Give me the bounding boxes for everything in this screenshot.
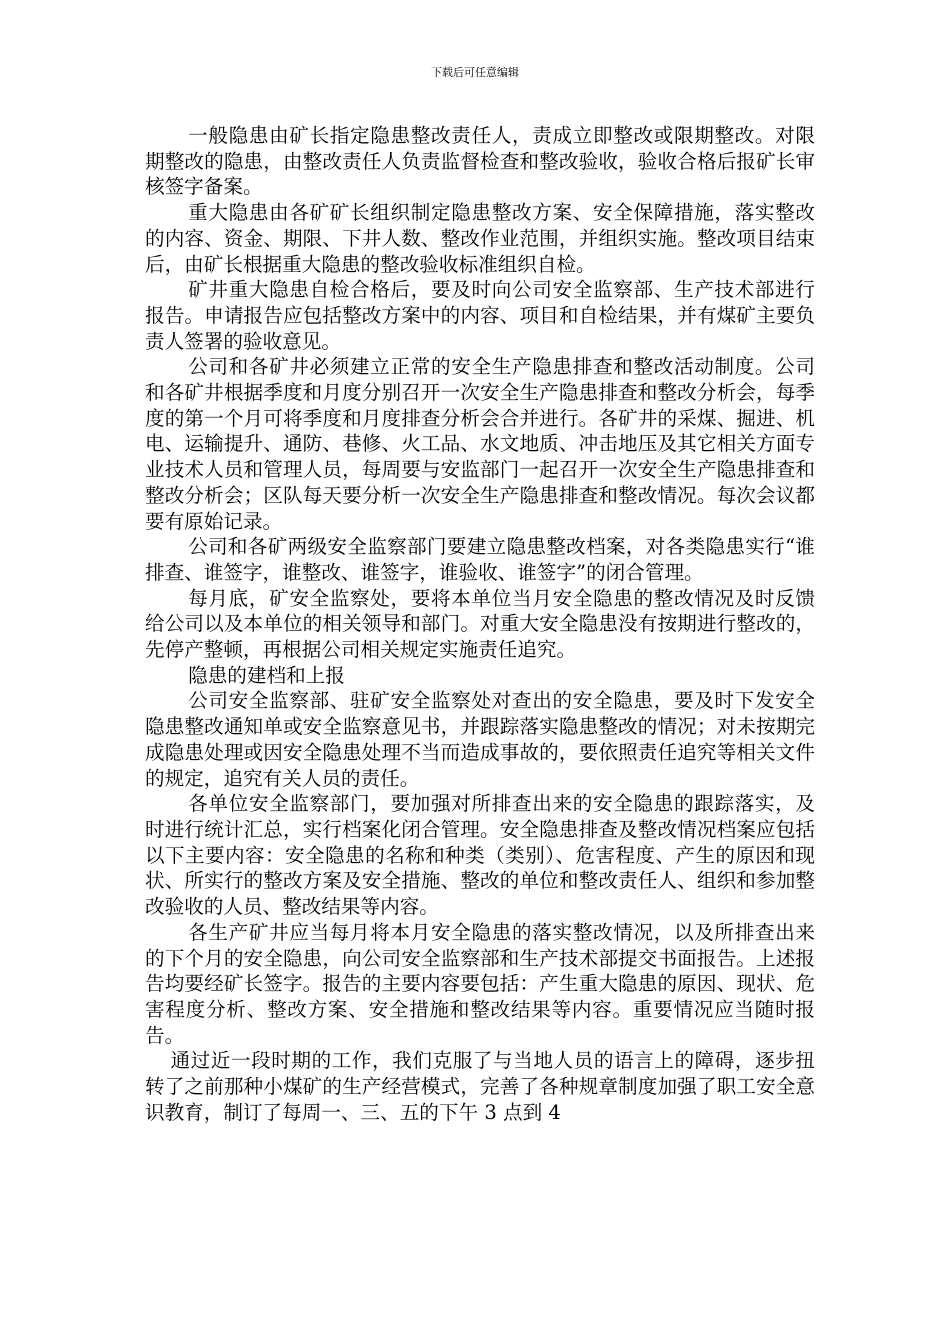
paragraph-archive-contents: 各单位安全监察部门，要加强对所排查出来的安全隐患的跟踪落实，及时进行统计汇总，实行档案化闭合管理。安全隐患排查及整改情况档案应包括以下主要内容：安全隐患的名称和种类（类别）、危害程度、产生的原因和现状、所实行的整改方案及安全措施、整改的单位和整改责任人、组织和参加整改验收的人员、整改结果等内容。 [145, 792, 815, 919]
paragraph-work-summary: 通过近一段时期的工作，我们克服了与当地人员的语言上的障碍，逐步扭转了之前那种小煤矿的生产经营模式，完善了各种规章制度加强了职工安全意识教育，制订了每周一、三、五的下午 3 点到 4 [145, 1049, 815, 1124]
paragraph-notice-issuance: 公司安全监察部、驻矿安全监察处对查出的安全隐患，要及时下发安全隐患整改通知单或安全监察意见书，并跟踪落实隐患整改的情况；对未按期完成隐患处理或因安全隐患处理不当而造成事故的，要依照责任追究等相关文件的规定，追究有关人员的责任。 [145, 689, 815, 790]
section-heading-archiving: 隐患的建档和上报 [188, 663, 345, 687]
paragraph-rectification-archive: 公司和各矿两级安全监察部门要建立隐患整改档案，对各类隐患实行“谁排查、谁签字，谁整改、谁签字，谁验收、谁签字”的闭合管理。 [145, 535, 815, 584]
paragraph-self-inspection-report: 矿井重大隐患自检合格后，要及时向公司安全监察部、生产技术部进行报告。申请报告应包括整改方案中的内容、项目和自检结果，并有煤矿主要负责人签署的验收意见。 [145, 278, 815, 353]
paragraph-inspection-meetings: 公司和各矿井必须建立正常的安全生产隐患排查和整改活动制度。公司和各矿井根据季度和月度分别召开一次安全生产隐患排查和整改分析会，每季度的第一个月可将季度和月度排查分析会合并进行。各矿井的采煤、掘进、机电、运输提升、通防、巷修、火工品、水文地质、冲击地压及其它相关方面专业技术人员和管理人员，每周要与安监部门一起召开一次安全生产隐患排查和整改分析会；区队每天要分析一次安全生产隐患排查和整改情况。每次会议都要有原始记录。 [145, 355, 815, 533]
document-body [145, 123, 815, 1125]
paragraph-monthly-report: 各生产矿井应当每月将本月安全隐患的落实整改情况，以及所排查出来的下个月的安全隐患，向公司安全监察部和生产技术部提交书面报告。上述报告均要经矿长签字。报告的主要内容要包括：产生重大隐患的原因、现状、危害程度分析、整改方案、安全措施和整改结果等内容。重要情况应当随时报告。 [145, 920, 815, 1047]
paragraph-general-hazards: 一般隐患由矿长指定隐患整改责任人，责成立即整改或限期整改。对限期整改的隐患，由整改责任人负责监督检查和整改验收，验收合格后报矿长审核签字备案。 [145, 124, 815, 199]
paragraph-major-hazards: 重大隐患由各矿矿长组织制定隐患整改方案、安全保障措施，落实整改的内容、资金、期限、下井人数、整改作业范围，并组织实施。整改项目结束后，由矿长根据重大隐患的整改验收标准组织自检。 [145, 201, 815, 276]
paragraph-monthly-feedback: 每月底，矿安全监察处，要将本单位当月安全隐患的整改情况及时反馈给公司以及本单位的相关领导和部门。对重大安全隐患没有按期进行整改的，先停产整顿，再根据公司相关规定实施责任追究。 [145, 586, 815, 662]
page-header-note: 下载后可任意编辑 [431, 66, 519, 79]
